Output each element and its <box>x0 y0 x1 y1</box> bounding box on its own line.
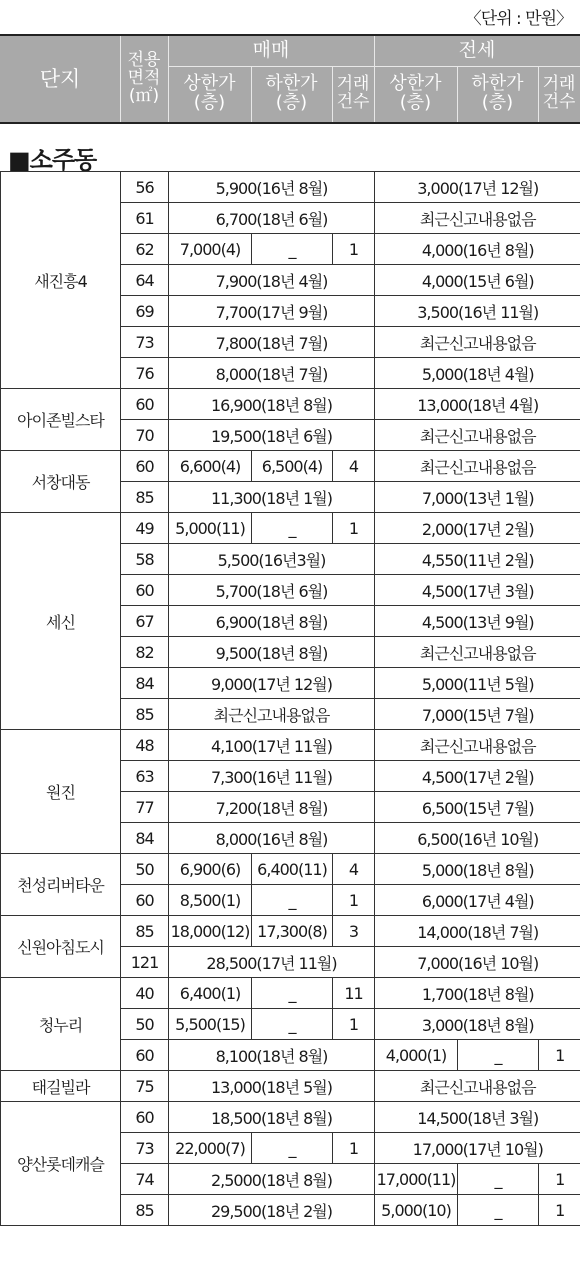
sale-cell: 18,500(18년 8월) <box>169 1102 375 1133</box>
sale-upper-cell: 6,600(4) <box>169 451 252 482</box>
sale-cell: 5,700(18년 6월) <box>169 575 375 606</box>
sale-count-cell: 3 <box>333 916 375 947</box>
jeonse-lower-cell: _ <box>458 1040 539 1071</box>
jeonse-cell: 4,550(11년 2월) <box>375 544 580 575</box>
sale-count-cell: 1 <box>333 1009 375 1040</box>
jeonse-cell: 최근신고내용없음 <box>375 203 580 234</box>
area-cell: 85 <box>121 699 169 730</box>
area-cell: 85 <box>121 916 169 947</box>
jeonse-cell: 6,500(16년 10월) <box>375 823 580 854</box>
sale-cell: 7,800(18년 7월) <box>169 327 375 358</box>
sale-cell: 7,700(17년 9월) <box>169 296 375 327</box>
sale-cell: 4,100(17년 11월) <box>169 730 375 761</box>
jeonse-cell: 5,000(11년 5월) <box>375 668 580 699</box>
complex-name: 천성리버타운 <box>1 854 121 916</box>
sale-cell: 9,000(17년 12월) <box>169 668 375 699</box>
area-cell: 85 <box>121 1195 169 1226</box>
sale-count-cell: 1 <box>333 234 375 265</box>
jeonse-cell: 3,000(18년 8월) <box>375 1009 580 1040</box>
header-sale: 매매 <box>252 39 290 62</box>
table-row <box>1 1102 580 1133</box>
area-cell: 40 <box>121 978 169 1009</box>
table-row <box>1 513 580 544</box>
complex-name: 아이존빌스타 <box>1 389 121 451</box>
area-cell: 67 <box>121 606 169 637</box>
jeonse-cell: 4,000(16년 8월) <box>375 234 580 265</box>
price-table <box>0 171 580 1226</box>
jeonse-upper-cell: 17,000(11) <box>375 1164 458 1195</box>
jeonse-upper-cell: 5,000(10) <box>375 1195 458 1226</box>
sale-upper-cell: 18,000(12) <box>169 916 252 947</box>
area-cell: 60 <box>121 389 169 420</box>
sale-cell: 9,500(18년 8월) <box>169 637 375 668</box>
header-sale-count: 거래 건수 <box>336 74 370 112</box>
complex-name: 세신 <box>1 513 121 730</box>
jeonse-cell: 5,000(18년 8월) <box>375 854 580 885</box>
sale-lower-cell: _ <box>252 1009 333 1040</box>
jeonse-cell: 17,000(17년 10월) <box>375 1133 580 1164</box>
sale-cell: 13,000(18년 5월) <box>169 1071 375 1102</box>
complex-name: 새진흥4 <box>1 172 121 389</box>
jeonse-cell: 6,500(15년 7월) <box>375 792 580 823</box>
header-complex: 단지 <box>39 66 81 91</box>
sale-count-cell: 4 <box>333 451 375 482</box>
area-cell: 84 <box>121 668 169 699</box>
sale-cell: 5,900(16년 8월) <box>169 172 375 203</box>
jeonse-cell: 최근신고내용없음 <box>375 327 580 358</box>
jeonse-cell: 4,000(15년 6월) <box>375 265 580 296</box>
jeonse-cell: 4,500(13년 9월) <box>375 606 580 637</box>
jeonse-cell: 최근신고내용없음 <box>375 730 580 761</box>
complex-name: 양산롯데캐슬 <box>1 1102 121 1226</box>
area-cell: 75 <box>121 1071 169 1102</box>
table-row <box>1 172 580 203</box>
complex-name: 태길빌라 <box>1 1071 121 1102</box>
area-cell: 70 <box>121 420 169 451</box>
area-cell: 50 <box>121 1009 169 1040</box>
sale-lower-cell: 6,500(4) <box>252 451 333 482</box>
jeonse-count-cell: 1 <box>539 1040 580 1071</box>
sale-upper-cell: 5,000(11) <box>169 513 252 544</box>
jeonse-lower-cell: _ <box>458 1195 539 1226</box>
sale-count-cell: 1 <box>333 885 375 916</box>
sale-upper-cell: 8,500(1) <box>169 885 252 916</box>
table-row <box>1 978 580 1009</box>
jeonse-cell: 13,000(18년 4월) <box>375 389 580 420</box>
area-cell: 121 <box>121 947 169 978</box>
sale-cell: 7,300(16년 11월) <box>169 761 375 792</box>
area-cell: 74 <box>121 1164 169 1195</box>
sale-cell: 5,500(16년3월) <box>169 544 375 575</box>
sale-cell: 29,500(18년 2월) <box>169 1195 375 1226</box>
area-cell: 60 <box>121 885 169 916</box>
sale-upper-cell: 22,000(7) <box>169 1133 252 1164</box>
area-cell: 60 <box>121 1040 169 1071</box>
sale-lower-cell: 6,400(11) <box>252 854 333 885</box>
jeonse-cell: 최근신고내용없음 <box>375 420 580 451</box>
jeonse-cell: 14,500(18년 3월) <box>375 1102 580 1133</box>
sale-lower-cell: 17,300(8) <box>252 916 333 947</box>
complex-name: 서창대동 <box>1 451 121 513</box>
sale-cell: 2,5000(18년 8월) <box>169 1164 375 1195</box>
area-cell: 62 <box>121 234 169 265</box>
complex-name: 신원아침도시 <box>1 916 121 978</box>
area-cell: 82 <box>121 637 169 668</box>
sale-cell: 7,200(18년 8월) <box>169 792 375 823</box>
sale-lower-cell: _ <box>252 978 333 1009</box>
area-cell: 77 <box>121 792 169 823</box>
area-cell: 64 <box>121 265 169 296</box>
jeonse-cell: 3,000(17년 12월) <box>375 172 580 203</box>
sale-cell: 8,000(16년 8월) <box>169 823 375 854</box>
sale-upper-cell: 7,000(4) <box>169 234 252 265</box>
area-cell: 84 <box>121 823 169 854</box>
sale-count-cell: 1 <box>333 1133 375 1164</box>
table-header <box>0 34 580 124</box>
sale-cell: 19,500(18년 6월) <box>169 420 375 451</box>
jeonse-cell: 1,700(18년 8월) <box>375 978 580 1009</box>
jeonse-cell: 4,500(17년 3월) <box>375 575 580 606</box>
area-cell: 49 <box>121 513 169 544</box>
jeonse-cell: 2,000(17년 2월) <box>375 513 580 544</box>
area-cell: 58 <box>121 544 169 575</box>
table-row <box>1 1071 580 1102</box>
area-cell: 69 <box>121 296 169 327</box>
sale-count-cell: 1 <box>333 513 375 544</box>
jeonse-cell: 6,000(17년 4월) <box>375 885 580 916</box>
area-cell: 85 <box>121 482 169 513</box>
complex-name: 원진 <box>1 730 121 854</box>
jeonse-cell: 최근신고내용없음 <box>375 637 580 668</box>
sale-cell: 7,900(18년 4월) <box>169 265 375 296</box>
sale-cell: 16,900(18년 8월) <box>169 389 375 420</box>
header-jeonse-count: 거래 건수 <box>542 74 576 112</box>
jeonse-cell: 최근신고내용없음 <box>375 1071 580 1102</box>
sale-cell: 6,900(18년 8월) <box>169 606 375 637</box>
area-cell: 73 <box>121 327 169 358</box>
sale-lower-cell: _ <box>252 885 333 916</box>
sale-cell: 11,300(18년 1월) <box>169 482 375 513</box>
jeonse-upper-cell: 4,000(1) <box>375 1040 458 1071</box>
sale-upper-cell: 6,400(1) <box>169 978 252 1009</box>
sale-cell: 최근신고내용없음 <box>169 699 375 730</box>
sale-upper-cell: 6,900(6) <box>169 854 252 885</box>
area-cell: 60 <box>121 1102 169 1133</box>
sale-cell: 28,500(17년 11월) <box>169 947 375 978</box>
sale-upper-cell: 5,500(15) <box>169 1009 252 1040</box>
header-area: 전용 면적 (㎡) <box>127 50 161 106</box>
jeonse-cell: 5,000(18년 4월) <box>375 358 580 389</box>
jeonse-cell: 4,500(17년 2월) <box>375 761 580 792</box>
area-cell: 73 <box>121 1133 169 1164</box>
jeonse-cell: 14,000(18년 7월) <box>375 916 580 947</box>
jeonse-cell: 3,500(16년 11월) <box>375 296 580 327</box>
sale-count-cell: 11 <box>333 978 375 1009</box>
area-cell: 60 <box>121 451 169 482</box>
area-cell: 63 <box>121 761 169 792</box>
sale-cell: 8,000(18년 7월) <box>169 358 375 389</box>
complex-name: 청누리 <box>1 978 121 1071</box>
section-title: ■소주동 <box>8 146 97 174</box>
header-jeonse-upper: 상한가 (층) <box>389 73 442 113</box>
table-row <box>1 730 580 761</box>
sale-cell: 6,700(18년 6월) <box>169 203 375 234</box>
jeonse-lower-cell: _ <box>458 1164 539 1195</box>
table-row <box>1 451 580 482</box>
jeonse-cell: 7,000(16년 10월) <box>375 947 580 978</box>
area-cell: 56 <box>121 172 169 203</box>
sale-count-cell: 4 <box>333 854 375 885</box>
area-cell: 48 <box>121 730 169 761</box>
sale-lower-cell: _ <box>252 513 333 544</box>
header-sale-upper: 상한가 (층) <box>183 73 236 113</box>
area-cell: 61 <box>121 203 169 234</box>
jeonse-count-cell: 1 <box>539 1195 580 1226</box>
sale-cell: 8,100(18년 8월) <box>169 1040 375 1071</box>
jeonse-cell: 최근신고내용없음 <box>375 451 580 482</box>
jeonse-cell: 7,000(13년 1월) <box>375 482 580 513</box>
area-cell: 60 <box>121 575 169 606</box>
area-cell: 50 <box>121 854 169 885</box>
header-jeonse-lower: 하한가 (층) <box>471 73 524 113</box>
header-jeonse: 전세 <box>458 39 496 62</box>
sale-lower-cell: _ <box>252 1133 333 1164</box>
header-sale-lower: 하한가 (층) <box>265 73 318 113</box>
jeonse-count-cell: 1 <box>539 1164 580 1195</box>
table-row <box>1 916 580 947</box>
table-row <box>1 854 580 885</box>
unit-note: 〈단위 : 만원〉 <box>464 9 572 29</box>
area-cell: 76 <box>121 358 169 389</box>
sale-lower-cell: _ <box>252 234 333 265</box>
jeonse-cell: 7,000(15년 7월) <box>375 699 580 730</box>
table-row <box>1 389 580 420</box>
